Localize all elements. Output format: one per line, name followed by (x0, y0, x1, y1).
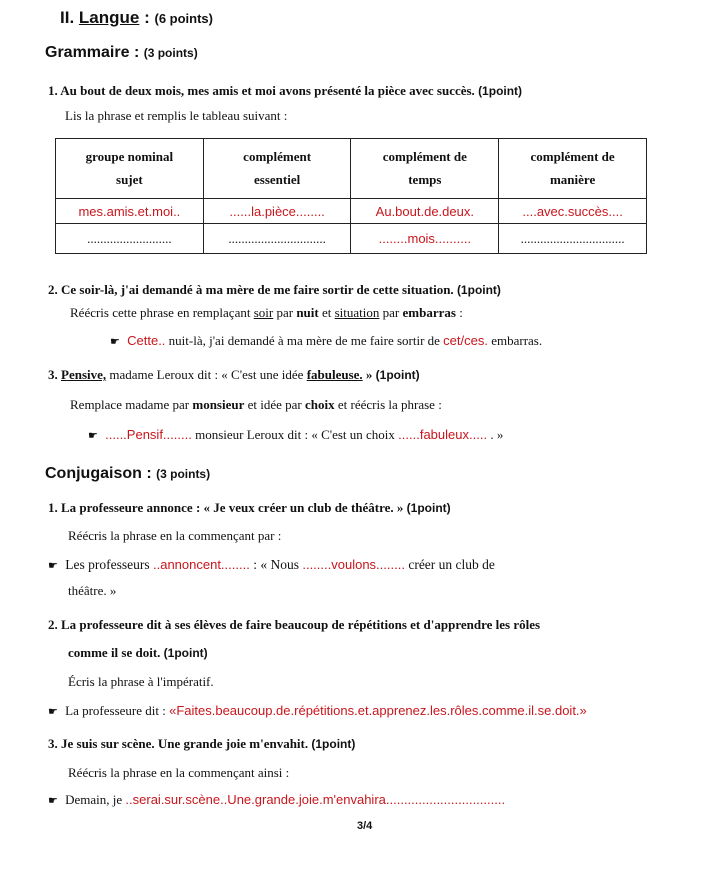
conjugation-points: (3 points) (156, 467, 211, 481)
question-points: (1point) (478, 84, 523, 98)
grammar-table (55, 138, 647, 254)
table-cell (499, 199, 647, 224)
question-sentence: Je suis sur scène. Une grande joie m'envahit. (61, 736, 309, 751)
conjugation-q1-answer-cont: théâtre. » (68, 583, 117, 598)
table-cell (499, 224, 647, 254)
answer-fill: cet/ces. (443, 333, 488, 348)
header-line: sujet (116, 171, 143, 187)
grammar-points: (3 points) (143, 46, 198, 60)
conjugation-q1-answer (48, 557, 495, 573)
answer-fill: ......Pensif........ (105, 427, 192, 442)
question-number: 3. (48, 736, 58, 751)
section-title-word: Langue (78, 8, 140, 27)
instr-text: Remplace madame par (70, 397, 190, 412)
grammar-q2-answer (110, 333, 542, 349)
table-cell (203, 224, 351, 254)
table-row (56, 199, 647, 224)
header-line: complément de (530, 148, 615, 164)
section-title (60, 8, 213, 28)
grammar-heading (45, 44, 198, 62)
instr-text: et réécris la phrase : (337, 397, 442, 412)
question-sentence: La professeure annonce : « Je veux créer un club de théâtre. » (61, 500, 404, 515)
instr-text: par (276, 305, 294, 320)
grammar-q3-instruction (70, 397, 442, 413)
conjugation-q2-cont (68, 645, 208, 661)
instr-word: nuit (296, 305, 319, 320)
blank-line: .............................. (228, 230, 326, 246)
answer-essential: ......la.pièce........ (229, 203, 325, 219)
table-header-row (56, 139, 647, 199)
grammar-q2 (48, 282, 501, 298)
answer-text: : « Nous (253, 557, 299, 572)
conjugation-q3 (48, 736, 355, 752)
conjugation-q1-instruction: Réécris la phrase en la commençant par : (68, 528, 282, 543)
answer-subject: mes.amis.et.moi.. (78, 203, 181, 219)
header-line: complément (243, 148, 312, 164)
answer-text: . » (490, 427, 504, 442)
table-cell (56, 199, 204, 224)
table-header-cell (203, 139, 351, 199)
section-points: (6 points) (154, 11, 213, 26)
answer-text: créer un club de (408, 557, 495, 572)
question-points: (1point) (163, 646, 208, 660)
answer-fill: ......fabuleux..... (398, 427, 488, 442)
answer-text: Les professeurs (65, 557, 150, 572)
question-points: (1point) (406, 501, 451, 515)
question-number: 3. (48, 367, 58, 382)
question-word: fabuleuse. (306, 367, 363, 382)
table-header-cell (351, 139, 499, 199)
instr-text: : (459, 305, 463, 320)
question-sentence: Ce soir-là, j'ai demandé à ma mère de me faire sortir de cette situation. (61, 282, 454, 297)
instr-word: monsieur (192, 397, 245, 412)
grammar-q2-instruction (70, 305, 463, 321)
question-points: (1point) (375, 368, 420, 382)
question-word: Pensive, (61, 367, 107, 382)
instr-word: soir (253, 305, 274, 320)
question-points: (1point) (311, 737, 356, 751)
conjugation-q1 (48, 500, 451, 516)
grammar-q1 (48, 83, 522, 99)
table-cell (203, 199, 351, 224)
answer-text: embarras. (491, 333, 543, 348)
section-number: II. (60, 8, 75, 27)
grammar-q3 (48, 367, 420, 383)
question-number: 1. (48, 500, 58, 515)
grammar-q3-answer (88, 427, 503, 443)
table-cell (351, 224, 499, 254)
instr-text: et idée par (247, 397, 302, 412)
table-header-cell (499, 139, 647, 199)
grammar-title: Grammaire : (45, 44, 140, 61)
blank-line: ................................ (520, 230, 625, 246)
question-sentence: comme il se doit. (68, 645, 161, 660)
instr-text: et (321, 305, 332, 320)
pointing-hand-icon: ☛ (48, 560, 58, 572)
pointing-hand-icon: ☛ (110, 336, 120, 348)
header-line: manière (549, 171, 596, 187)
conjugation-q2-answer (48, 703, 587, 719)
page-number: 3/4 (357, 820, 373, 832)
section-title-colon: : (144, 8, 150, 27)
answer-text: Demain, je (65, 792, 123, 807)
answer-fill: ........voulons........ (302, 557, 405, 572)
answer-text: monsieur Leroux dit : « C'est un choix (195, 427, 395, 442)
answer-fill: Cette.. (127, 333, 166, 348)
question-text: madame Leroux dit : « C'est une idée (109, 367, 304, 382)
conjugation-title: Conjugaison : (45, 465, 152, 482)
table-header-cell (56, 139, 204, 199)
table-cell (351, 199, 499, 224)
conjugation-q2-instruction: Écris la phrase à l'impératif. (68, 674, 214, 689)
answer-time-cont: ........mois.......... (378, 231, 472, 246)
question-sentence: Au bout de deux mois, mes amis et moi avons présenté la pièce avec succès. (60, 83, 475, 98)
answer-fill: «Faites.beaucoup.de.répétitions.et.apprenez.les.rôles.comme.il.se.doit.» (169, 703, 587, 718)
blank-line: .......................... (87, 230, 172, 246)
pointing-hand-icon: ☛ (48, 795, 58, 807)
grammar-q1-instruction: Lis la phrase et remplis le tableau suivant : (65, 108, 288, 123)
instr-word: choix (305, 397, 335, 412)
header-line: complément de (382, 148, 467, 164)
answer-time: Au.bout.de.deux. (375, 203, 474, 219)
answer-text: nuit-là, j'ai demandé à ma mère de me faire sortir de (168, 333, 440, 348)
pointing-hand-icon: ☛ (48, 706, 58, 718)
answer-text: La professeure dit : (65, 703, 166, 718)
table-row (56, 224, 647, 254)
conjugation-q2: 2. La professeure dit à ses élèves de faire beaucoup de répétitions et d'apprendre les rôles (48, 617, 541, 632)
header-line: groupe nominal (85, 148, 174, 164)
question-number: 2. (48, 282, 58, 297)
instr-word: embarras (402, 305, 456, 320)
question-points: (1point) (456, 283, 501, 297)
answer-fill: ..serai.sur.scène..Une.grande.joie.m'envahira................................. (125, 792, 506, 807)
header-line: essentiel (254, 171, 301, 187)
instr-text: par (382, 305, 400, 320)
table-cell (56, 224, 204, 254)
answer-fill: ..annoncent........ (152, 557, 250, 572)
instr-text: Réécris cette phrase en remplaçant (70, 305, 251, 320)
pointing-hand-icon: ☛ (88, 430, 98, 442)
question-text: » (365, 367, 373, 382)
header-line: temps (408, 171, 442, 187)
instr-word: situation (334, 305, 380, 320)
conjugation-heading (45, 465, 210, 483)
conjugation-q3-instruction: Réécris la phrase en la commençant ainsi : (68, 765, 290, 780)
answer-manner: ....avec.succès.... (522, 203, 623, 219)
conjugation-q3-answer (48, 792, 505, 808)
question-number: 1. (48, 83, 58, 98)
